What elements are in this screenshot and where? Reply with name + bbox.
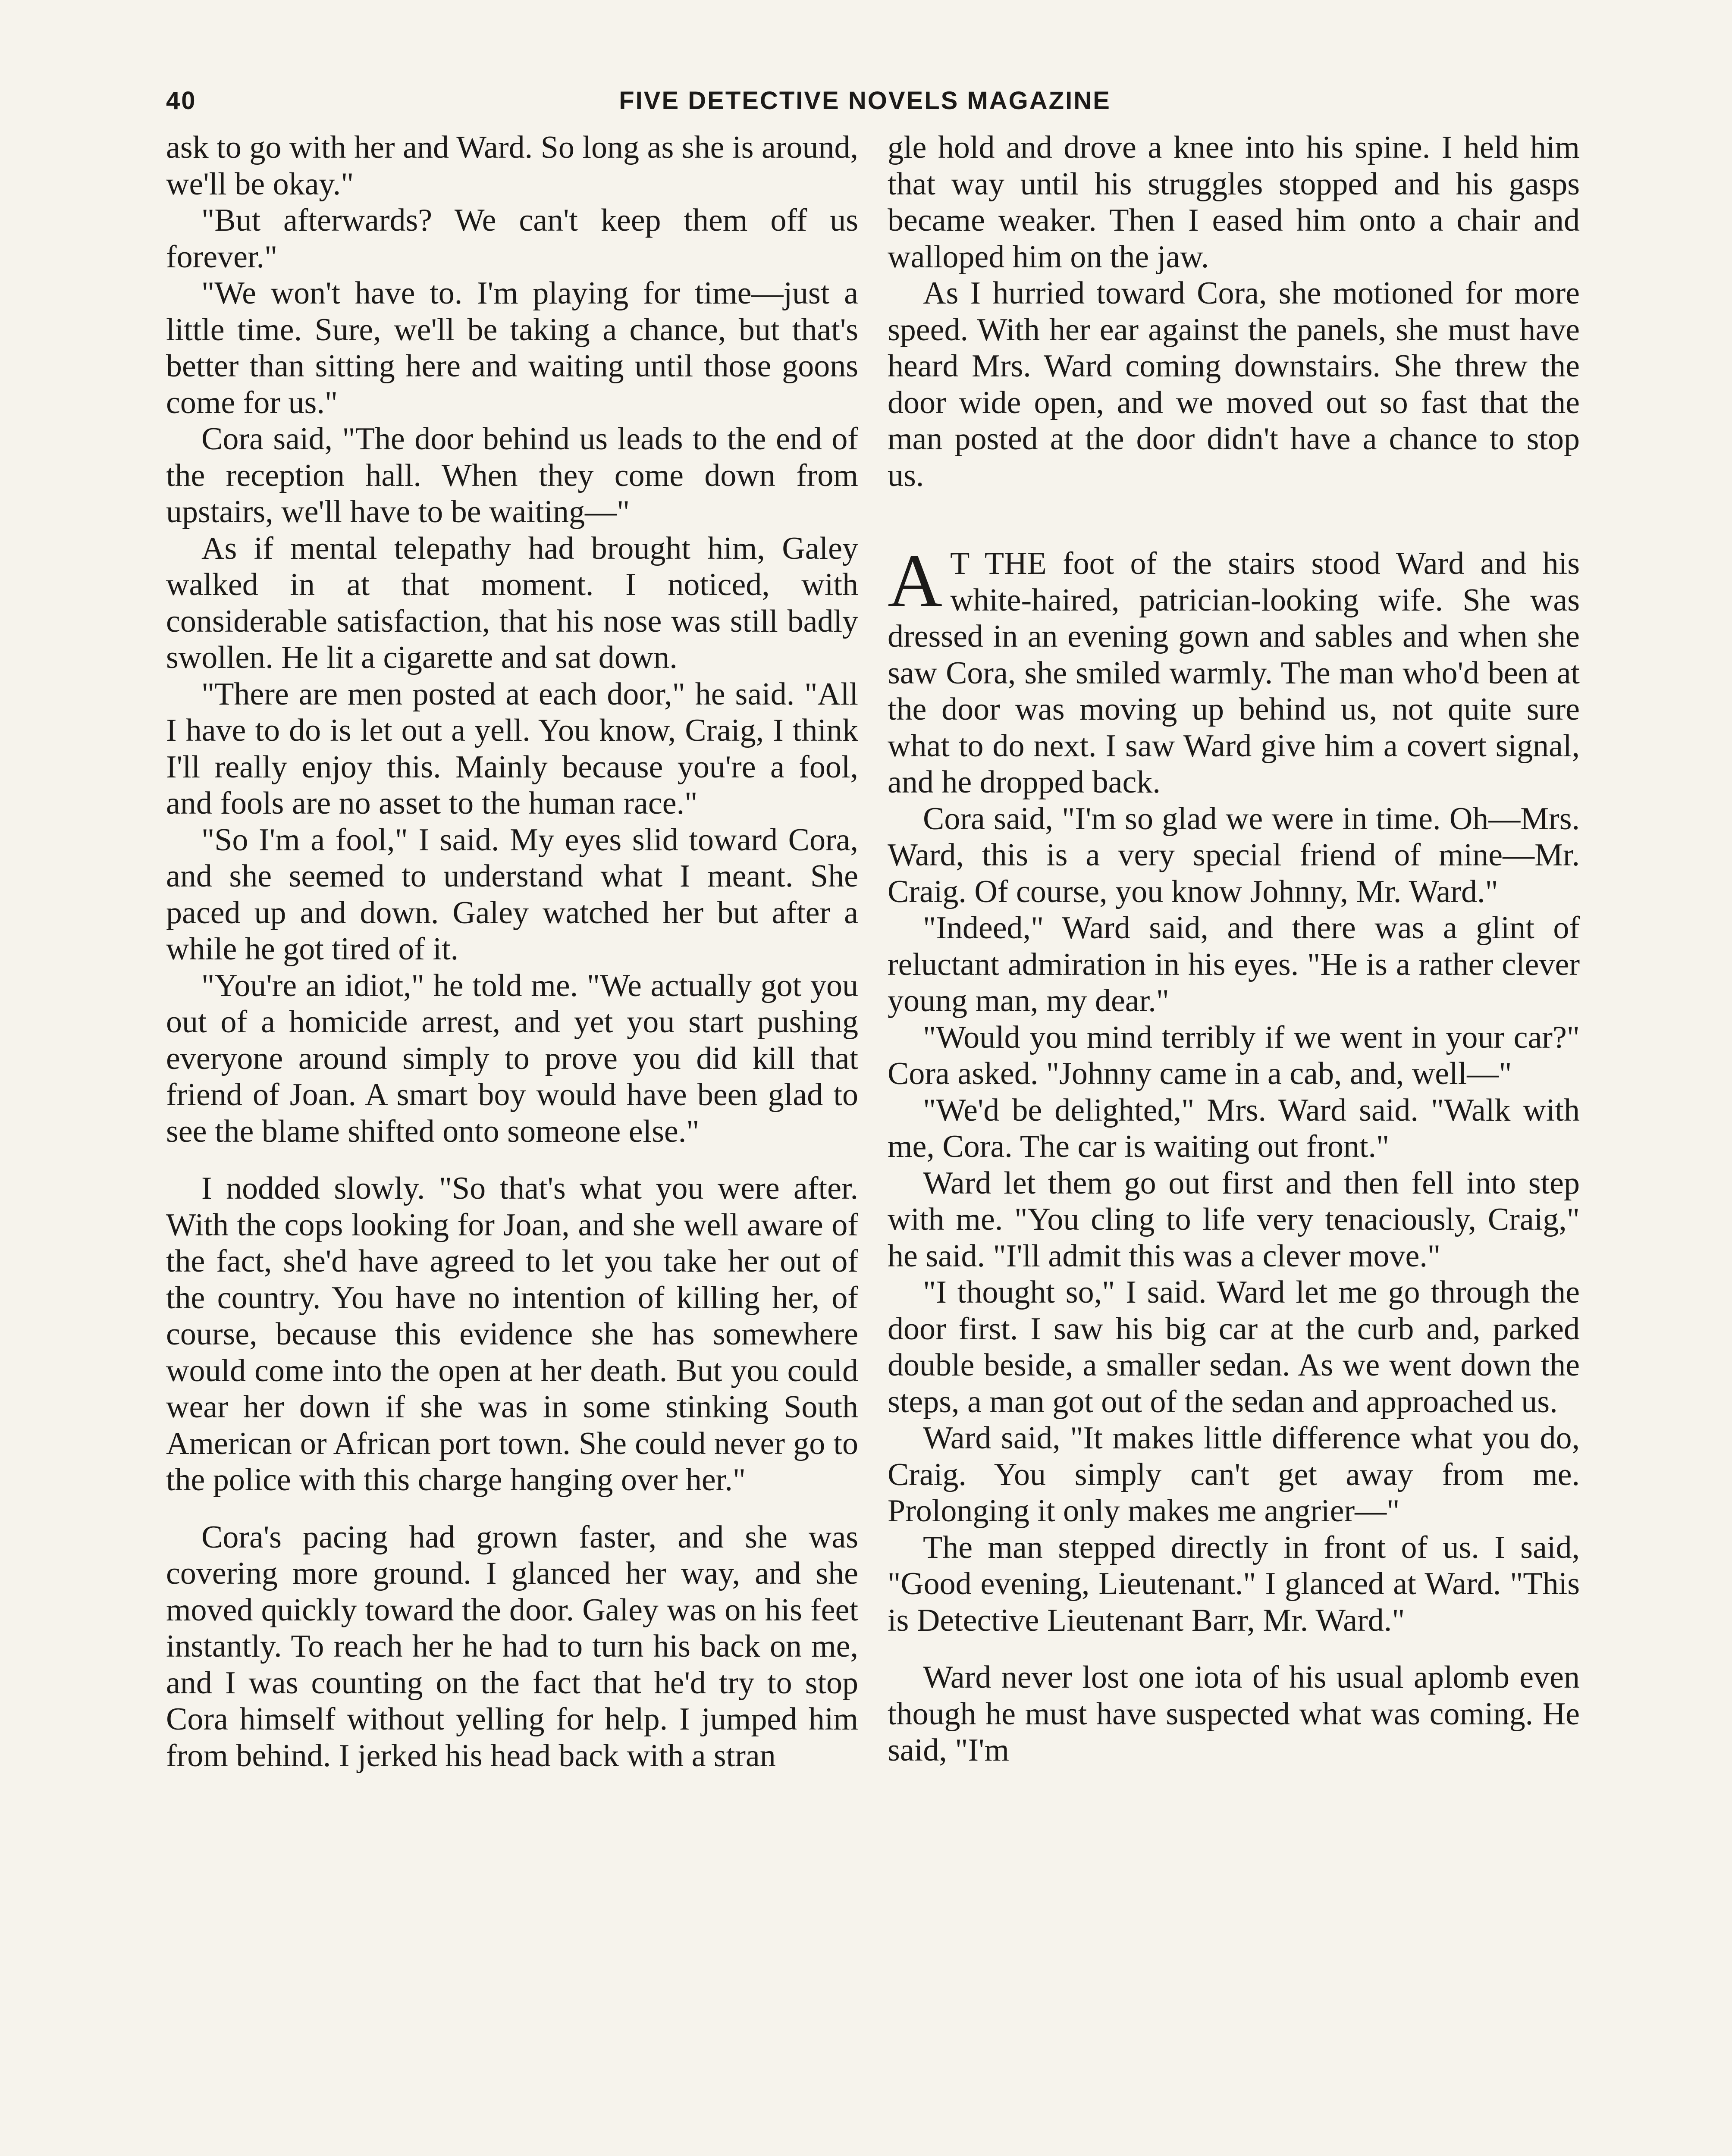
paragraph: Cora said, "I'm so glad we were in time. Oh—Mrs. Ward, this is a very special friend of mine—Mr. Craig. Of course, you know Johnny, Mr. Ward." xyxy=(888,801,1580,909)
magazine-title: FIVE DETECTIVE NOVELS MAGAZINE xyxy=(619,87,1111,115)
paragraph: As I hurried toward Cora, she motioned for more speed. With her ear against the panels, she must have heard Mrs. Ward coming downstairs. She threw the door wide open, and we moved out so fast that the man posted at the door didn't have a chance to stop us. xyxy=(888,276,1580,493)
paragraph: "We'd be delighted," Mrs. Ward said. "Walk with me, Cora. The car is waiting out front." xyxy=(888,1092,1580,1164)
paragraph: Cora said, "The door behind us leads to the end of the reception hall. When they come down from upstairs, we'll have to be waiting—" xyxy=(166,421,858,530)
paragraph: ask to go with her and Ward. So long as she is around, we'll be okay." xyxy=(166,130,858,202)
paragraph: Cora's pacing had grown faster, and she was covering more ground. I glanced her way, and she moved quickly toward the door. Galey was on his feet instantly. To reach her he had to turn his back on me, and I was counting on the fact that he'd try to stop Cora himself without yelling for help. I jumped him from behind. I jerked his head back with a stran xyxy=(166,1519,858,1774)
paragraph: Ward never lost one iota of his usual aplomb even though he must have suspected what was coming. He said, "I'm xyxy=(888,1660,1580,1768)
paragraph: "You're an idiot," he told me. "We actually got you out of a homicide arrest, and yet you start pushing everyone around simply to prove you did kill that friend of Joan. A smart boy would have been glad to see the blame shifted onto someone else." xyxy=(166,968,858,1149)
paragraph: As if mental telepathy had brought him, Galey walked in at that moment. I noticed, with considerable satisfaction, that his nose was still badly swollen. He lit a cigarette and sat down. xyxy=(166,530,858,675)
drop-cap: A xyxy=(888,539,943,623)
section-opening-text: T THE foot of the stairs stood Ward and his white-haired, patrician-looking wife. She was dressed in an evening gown and sables and when she saw Cora, she smiled warmly. The man who'd been at the door was moving up behind us, not quite sure what to do next. I saw Ward give him a covert signal, and he dropped back. xyxy=(888,546,1580,800)
page-number: 40 xyxy=(166,87,197,115)
paragraph: "Indeed," Ward said, and there was a glint of reluctant admiration in his eyes. "He is a rather clever young man, my dear." xyxy=(888,910,1580,1018)
right-column xyxy=(888,129,1580,2156)
paragraph: gle hold and drove a knee into his spine. I held him that way until his struggles stopped and his gasps became weaker. Then I eased him onto a chair and walloped him on the jaw. xyxy=(888,130,1580,275)
section-opening-paragraph xyxy=(888,539,1580,801)
paragraph: "Would you mind terribly if we went in your car?" Cora asked. "Johnny came in a cab, and, well—" xyxy=(888,1019,1580,1091)
paragraph: "There are men posted at each door," he said. "All I have to do is let out a yell. You know, Craig, I think I'll really enjoy this. Mainly because you're a fool, and fools are no asset to the human race." xyxy=(166,676,858,821)
paragraph: "We won't have to. I'm playing for time—just a little time. Sure, we'll be taking a chance, but that's better than sitting here and waiting until those goons come for us." xyxy=(166,276,858,420)
paragraph: "I thought so," I said. Ward let me go through the door first. I saw his big car at the curb and, parked double beside, a smaller sedan. As we went down the steps, a man got out of the sedan and approached us. xyxy=(888,1275,1580,1420)
paragraph: "But afterwards? We can't keep them off us forever." xyxy=(166,203,858,275)
paragraph: The man stepped directly in front of us. I said, "Good evening, Lieutenant." I glanced at Ward. "This is Detective Lieutenant Barr, Mr. Ward." xyxy=(888,1529,1580,1638)
paragraph: Ward said, "It makes little difference what you do, Craig. You simply can't get away from me. Prolonging it only makes me angrier—" xyxy=(888,1420,1580,1529)
left-column xyxy=(166,129,858,2156)
paragraph: "So I'm a fool," I said. My eyes slid toward Cora, and she seemed to understand what I meant. She paced up and down. Galey watched her but after a while he got tired of it. xyxy=(166,822,858,967)
paragraph: I nodded slowly. "So that's what you were after. With the cops looking for Joan, and she well aware of the fact, she'd have agreed to let you take her out of the country. You have no intention of killing her, of course, because this evidence she has somewhere would come into the open at her death. But you could wear her down if she was in some stinking South American or African port town. She could never go to the police with this charge hanging over her." xyxy=(166,1171,858,1498)
page-header xyxy=(166,86,1564,125)
paragraph: Ward let them go out first and then fell into step with me. "You cling to life very tenaciously, Craig," he said. "I'll admit this was a clever move." xyxy=(888,1165,1580,1274)
